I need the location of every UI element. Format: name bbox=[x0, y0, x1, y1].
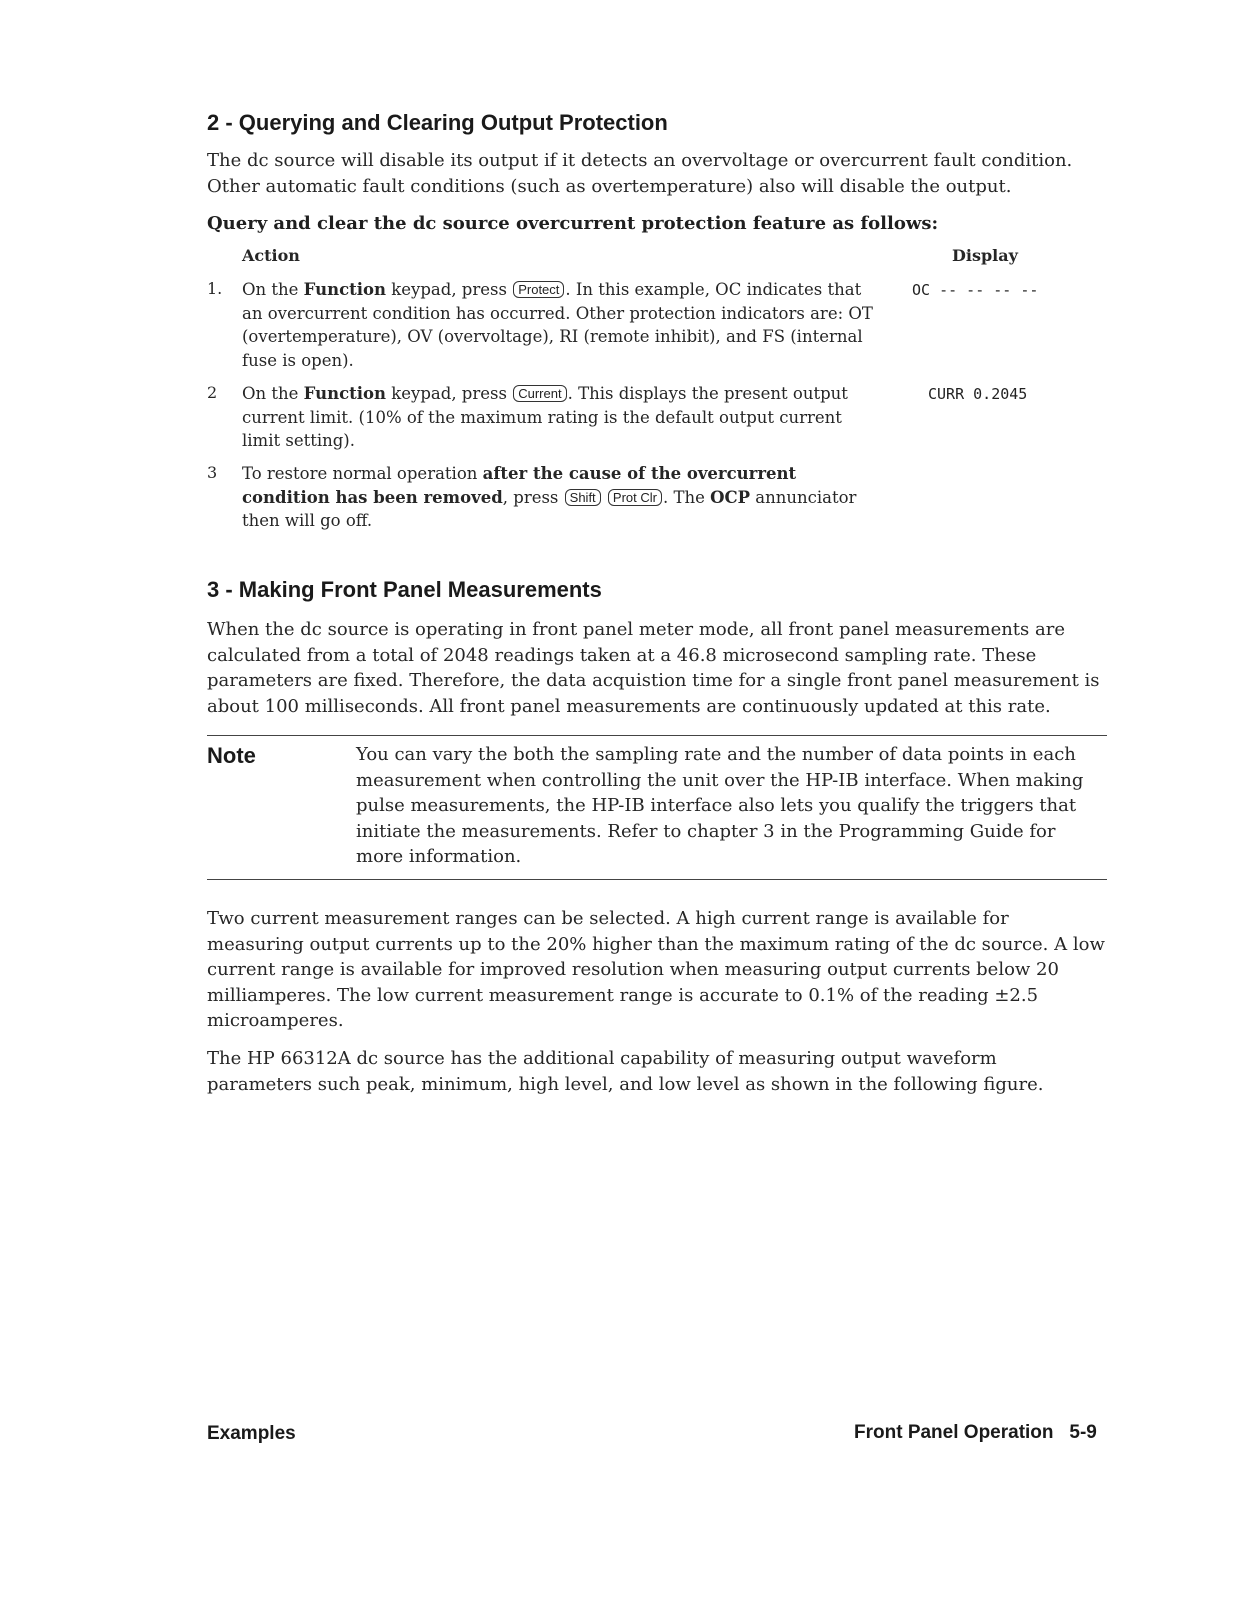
annunciator-name: OCP bbox=[710, 487, 751, 507]
procedure-lead-in: Query and clear the dc source overcurrent protection feature as follows: bbox=[207, 213, 939, 234]
current-key: Current bbox=[513, 385, 566, 402]
step-number: 1. bbox=[207, 279, 223, 298]
measurement-ranges-paragraph: Two current measurement ranges can be selected. A high current range is available for measuring output currents up to the 20% higher than the maximum rating of the dc source. A low current range is available for improved resolution when measuring output currents below 20 milliamperes. The low current measurement range is accurate to 0.1% of the reading ±2.5 microamperes. bbox=[207, 908, 1105, 1031]
column-header-action: Action bbox=[242, 246, 300, 265]
note-top-rule bbox=[207, 735, 1107, 736]
emphasis-text: after the cause of the overcurrent condition has been removed bbox=[242, 464, 797, 507]
protect-key: Protect bbox=[513, 281, 564, 298]
step-number: 3 bbox=[207, 463, 218, 482]
step-text-part: . In this example, OC indicates that an overcurrent condition has occurred. Other protection indicators are: OT (overtemperature), OV (overvoltage), RI (remote inhibit), and FS (internal fuse is open). bbox=[242, 280, 873, 370]
step-text bbox=[242, 278, 877, 372]
keypad-name: Function bbox=[303, 384, 387, 403]
note-bottom-rule bbox=[207, 879, 1107, 880]
section-heading-querying-protection: 2 - Querying and Clearing Output Protection bbox=[207, 110, 668, 135]
section-intro-paragraph: When the dc source is operating in front panel meter mode, all front panel measurements are calculated from a total of 2048 readings taken at a 46.8 microsecond sampling rate. These parameters are fixed. Therefore, the data acquistion time for a single front panel measurement is about 100 milliseconds. All front panel measurements are continuously updated at this rate. bbox=[207, 619, 1100, 717]
display-readout: OC -- -- -- -- bbox=[912, 281, 1039, 299]
shift-key: Shift bbox=[565, 489, 601, 506]
step-text-part: . The bbox=[662, 487, 711, 507]
step-text bbox=[242, 382, 877, 453]
display-readout: CURR 0.2045 bbox=[928, 385, 1028, 403]
section-heading-front-panel-measurements: 3 - Making Front Panel Measurements bbox=[207, 577, 602, 602]
step-text-part: , press bbox=[502, 487, 564, 507]
step-text-part: annunciator then will go off. bbox=[242, 487, 857, 530]
step-text bbox=[242, 462, 877, 533]
footer-section-name: Examples bbox=[207, 1423, 296, 1444]
step-text-part: . This displays the present output current limit. (10% of the maximum rating is the default output current limit setting). bbox=[242, 384, 848, 450]
step-text-part: keypad, press bbox=[386, 384, 513, 403]
prot-clr-key: Prot Clr bbox=[608, 489, 662, 506]
column-header-display: Display bbox=[952, 246, 1018, 265]
footer-chapter-page bbox=[854, 1422, 1097, 1444]
step-text-part: To restore normal operation bbox=[242, 464, 483, 483]
step-number: 2 bbox=[207, 383, 218, 402]
step-text-part: keypad, press bbox=[386, 280, 513, 299]
page-number: 5-9 bbox=[1069, 1422, 1097, 1443]
step-text-part: On the bbox=[242, 384, 304, 403]
section-intro-paragraph: The dc source will disable its output if it detects an overvoltage or overcurrent fault condition. Other automatic fault conditions (such as overtemperature) also will disable the output. bbox=[207, 150, 1073, 197]
note-label: Note bbox=[207, 743, 256, 768]
footer-chapter-title: Front Panel Operation bbox=[854, 1422, 1054, 1443]
waveform-capability-paragraph: The HP 66312A dc source has the additional capability of measuring output waveform parameters such peak, minimum, high level, and low level as shown in the following figure. bbox=[207, 1048, 1044, 1095]
step-text-part: On the bbox=[242, 280, 304, 299]
keypad-name: Function bbox=[303, 280, 387, 299]
note-text: You can vary the both the sampling rate and the number of data points in each measurement when controlling the unit over the HP-IB interface. When making pulse measurements, the HP-IB interface also lets you qualify the triggers that initiate the measurements. Refer to chapter 3 in the Programming Guide for more information. bbox=[356, 744, 1084, 867]
